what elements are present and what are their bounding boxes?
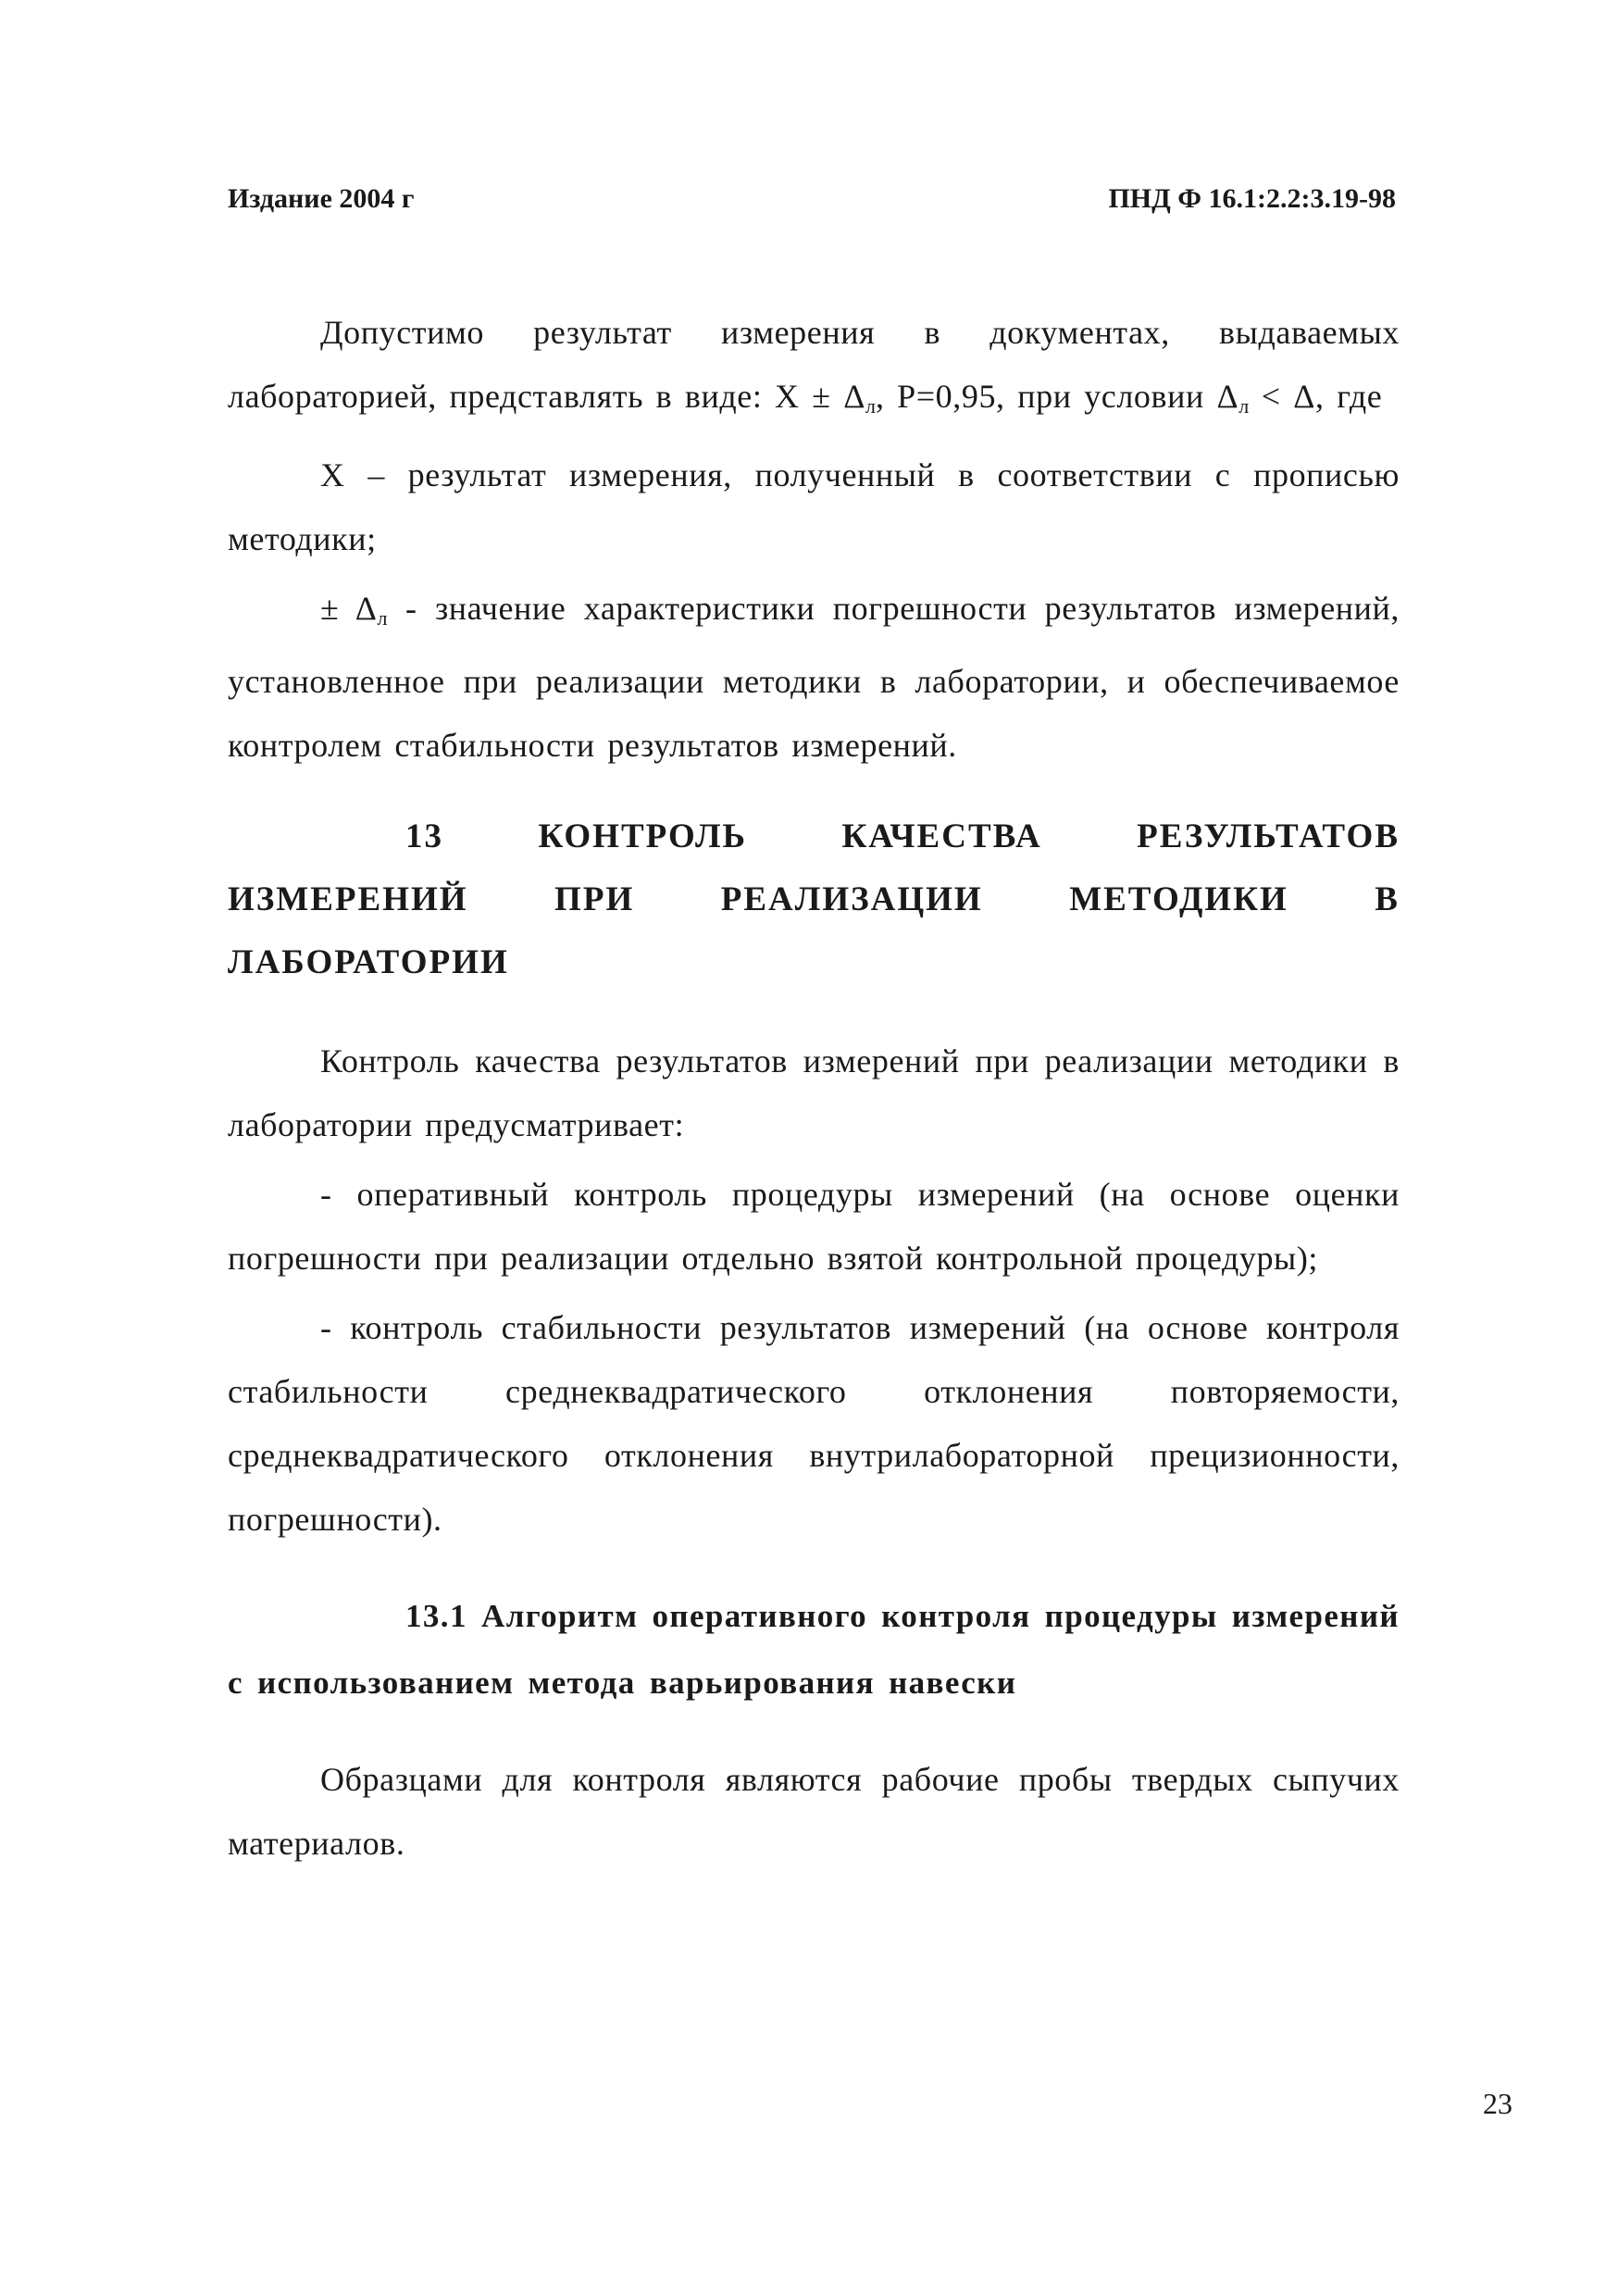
document-body — [228, 301, 1400, 1887]
document-code: ПНД Ф 16.1:2.2:3.19-98 — [1108, 183, 1396, 214]
subscript: л — [865, 394, 876, 418]
paragraph-text: - контроль стабильности результатов измерений (на основе контроля стабильности среднеквадратического отклонения повторяемости, среднеквадратического отклонения внутрилабораторной прецизионности, погрешности). — [228, 1309, 1400, 1538]
subscript: л — [1238, 394, 1250, 418]
paragraph-text: - значение характеристики погрешности результатов измерений, установленное при реализации методики в лаборатории, и обеспечиваемое контролем стабильности результатов измерений. — [228, 590, 1400, 764]
page-number: 23 — [1483, 2087, 1512, 2120]
paragraph-text: Контроль качества результатов измерений при реализации методики в лаборатории предусматривает: — [228, 1042, 1400, 1143]
paragraph-text: ± Δ — [320, 590, 378, 627]
paragraph-text: X – результат измерения, полученный в соответствии с прописью методики; — [228, 456, 1400, 557]
paragraph-quality-control-intro — [228, 1029, 1400, 1157]
paragraph-operational-control — [228, 1163, 1400, 1291]
paragraph-stability-control — [228, 1296, 1400, 1552]
paragraph-text: < Δ, где — [1249, 378, 1383, 415]
paragraph-control-samples — [228, 1748, 1400, 1876]
edition-label: Издание 2004 г — [228, 183, 415, 214]
paragraph-text: , P=0,95, при условии Δ — [875, 378, 1239, 415]
page-header — [228, 183, 1396, 228]
paragraph-result-format — [228, 301, 1400, 438]
paragraph-x-definition — [228, 443, 1400, 571]
paragraph-delta-definition — [228, 577, 1400, 778]
section-13-1-heading: 13.1 Алгоритм оперативного контроля процедуры измерений с использованием метода варьирования навески — [228, 1598, 1400, 1701]
subscript: л — [377, 606, 388, 630]
section-13-heading: 13 КОНТРОЛЬ КАЧЕСТВА РЕЗУЛЬТАТОВ ИЗМЕРЕНИЙ ПРИ РЕАЛИЗАЦИИ МЕТОДИКИ В ЛАБОРАТОРИИ — [228, 817, 1400, 981]
paragraph-text: Образцами для контроля являются рабочие пробы твердых сыпучих материалов. — [228, 1761, 1400, 1862]
paragraph-text: - оперативный контроль процедуры измерений (на основе оценки погрешности при реализации отдельно взятой контрольной процедуры); — [228, 1176, 1400, 1277]
paragraph-text: Допустимо результат измерения в документах, выдаваемых лабораторией, представлять в виде: X ± Δ — [228, 314, 1400, 415]
